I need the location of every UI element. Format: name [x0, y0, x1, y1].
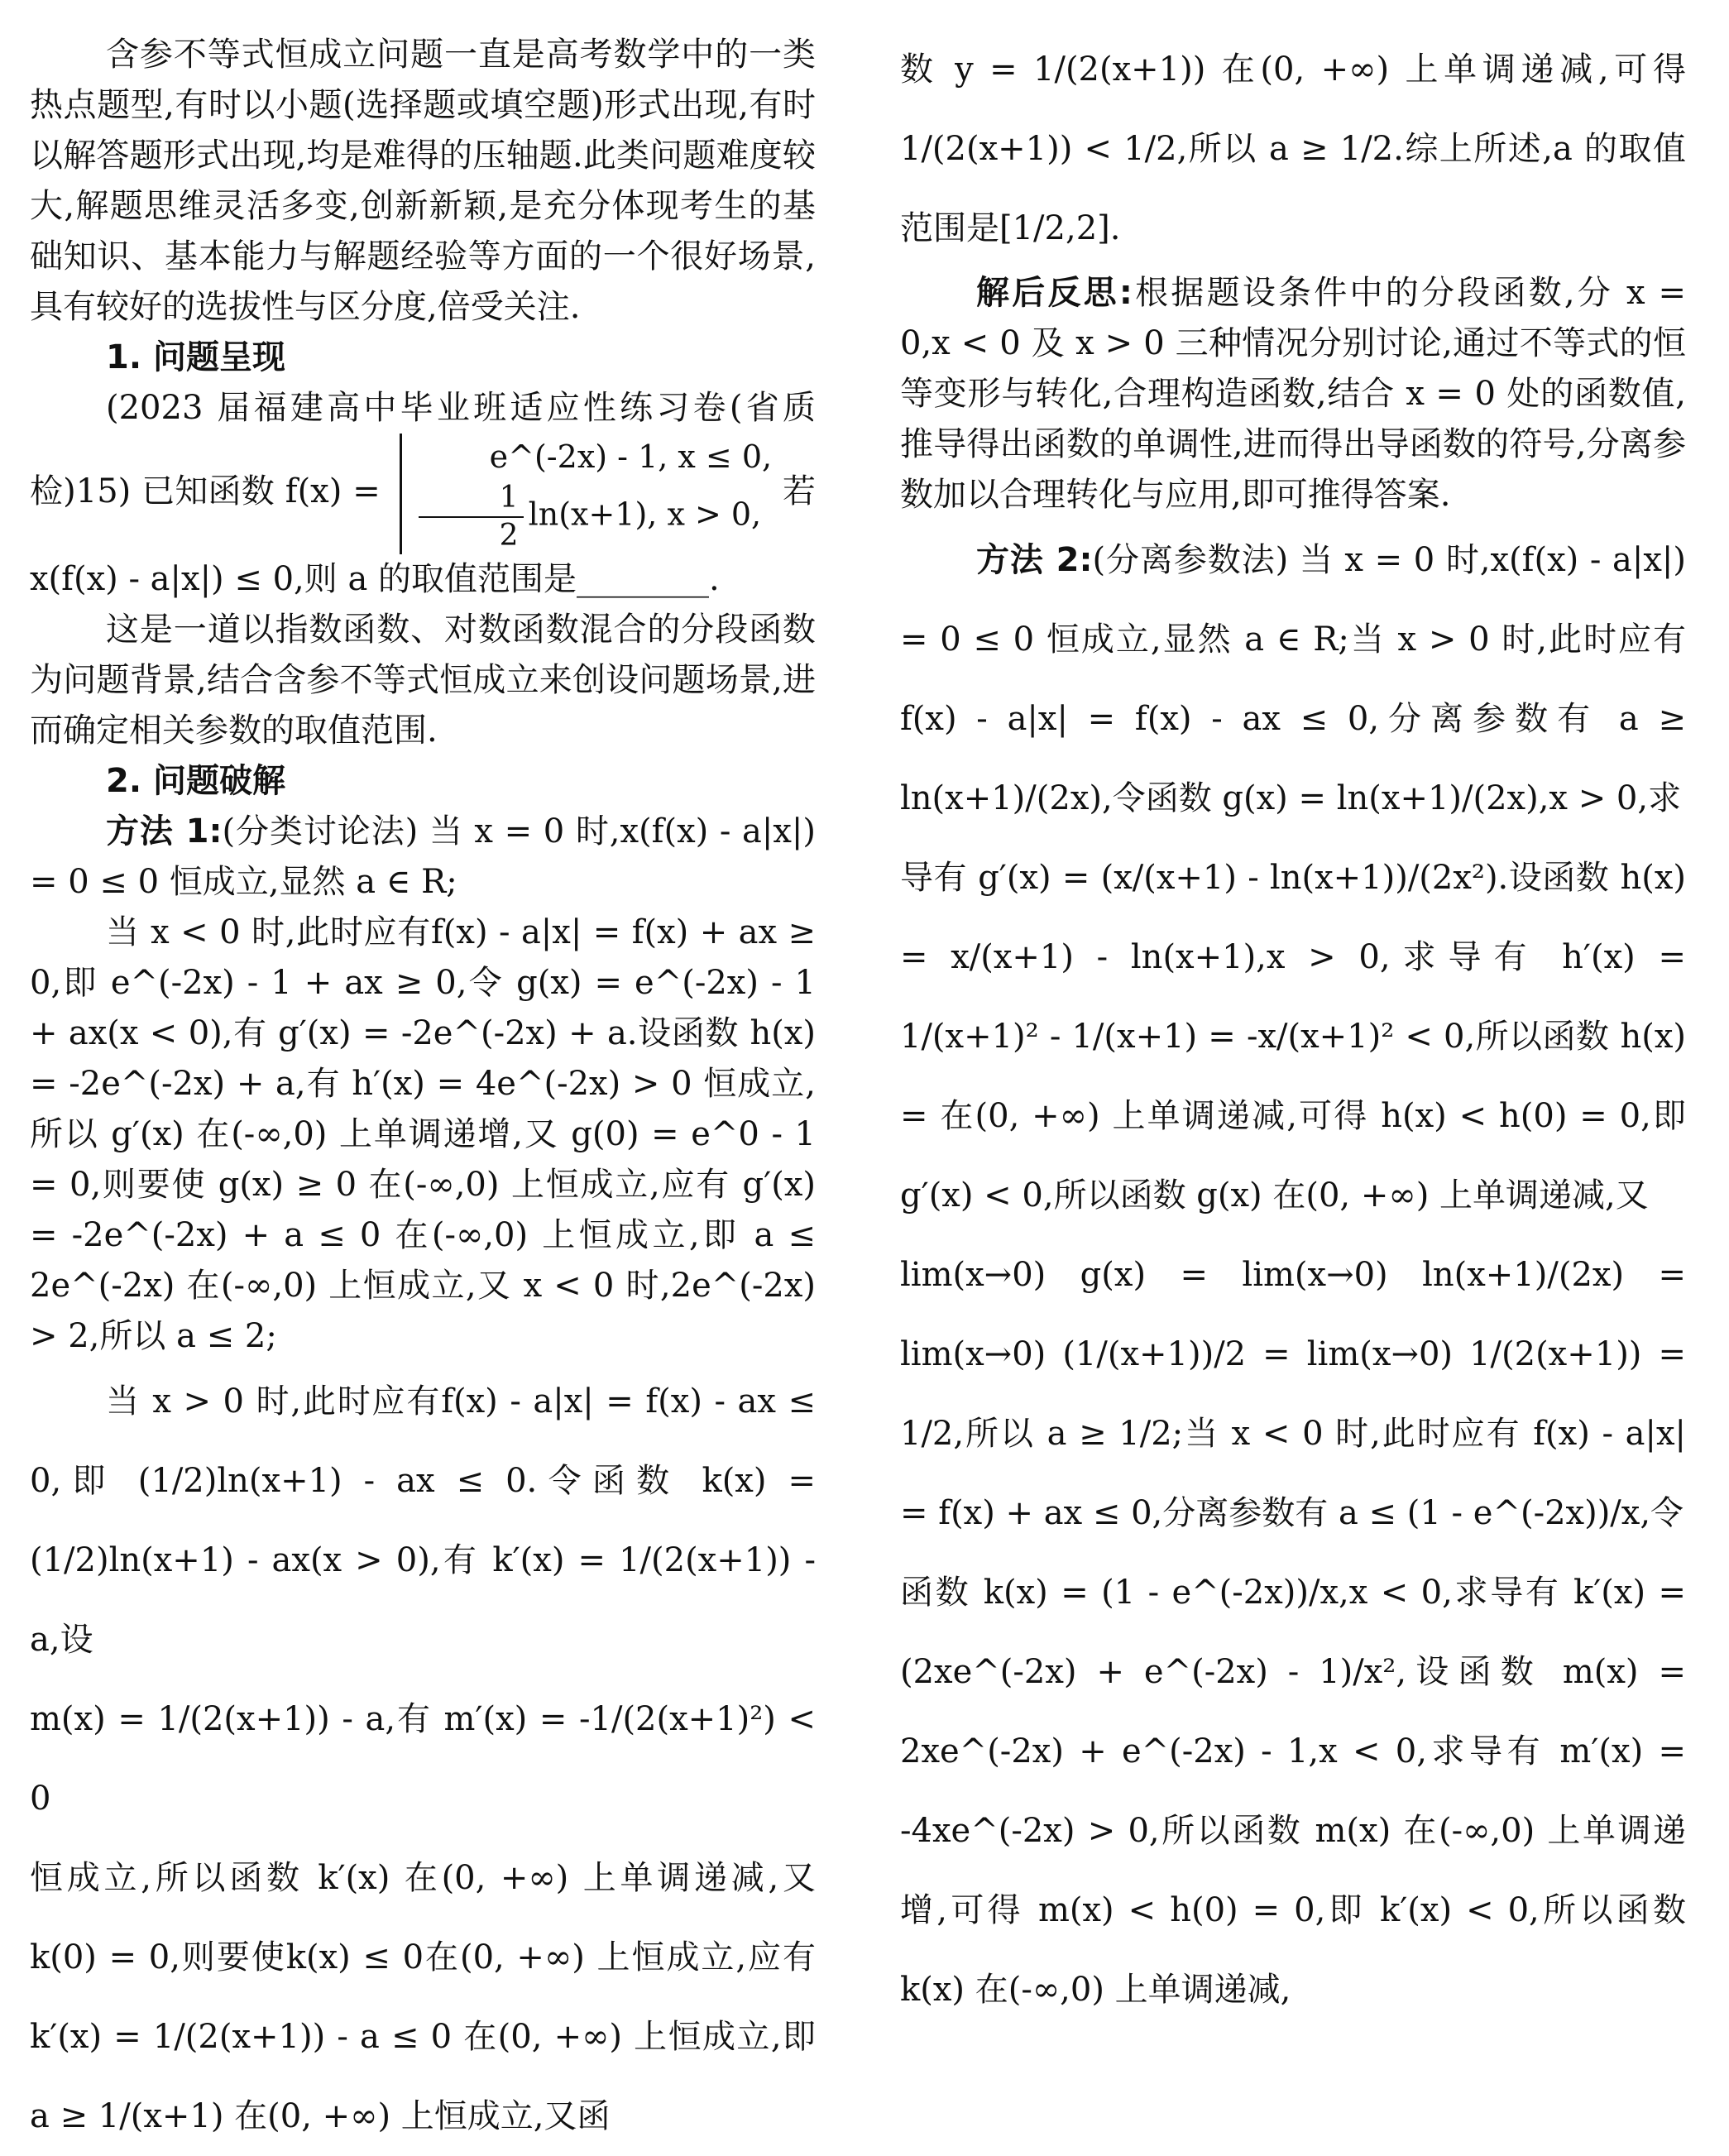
method-2-derivative: 导有 g′(x) = (x/(x+1) - ln(x+1))/(2x²).设函数 h(x) = x/(x+1) - ln(x+1),x > 0,求导有 h′(x) = 1/(x+1)² - 1/(x+1) = -x/(x+1)² < 0,所以函数 h(x) = 在(0, +∞) 上单调递减,可得 h(x) < h(0) = 0,即 g′(x) < 0,所以函数 g(x) 在(0, +∞) 上单调递减,又 — [900, 859, 1686, 1215]
method-2-paragraph — [900, 520, 1686, 838]
piece-2: ln(x+1), x > 0, — [528, 496, 762, 533]
method-2-text: (分离参数法) 当 x = 0 时,x(f(x) - a|x|) = 0 ≤ 0 恒成立,显然 a ∈ R;当 x > 0 时,此时应有 f(x) - a|x| = f(x) - ax ≤ 0,分离参数有 a ≥ ln(x+1)/(2x),令函数 g(x) = ln(x+1)/(2x),x > 0,求 — [900, 541, 1686, 817]
method-2-negative-case: 函数 k(x) = (1 - e^(-2x))/x,x < 0,求导有 k′(x) = (2xe^(-2x) + e^(-2x) - 1)/x²,设函数 m(x) = 2xe^(-2x) + e^(-2x) - 1,x < 0,求导有 m′(x) = -4xe^(-2x) > 0,所以函数 m(x) 在(-∞,0) 上单调递增,可得 m(x) < h(0) = 0,即 k′(x) < 0,所以函数 k(x) 在(-∞,0) 上单调递减, — [900, 1574, 1686, 2009]
reflection-paragraph — [900, 268, 1686, 520]
case-positive-paragraph: 当 x > 0 时,此时应有f(x) - a|x| = f(x) - ax ≤ 0,即 (1/2)ln(x+1) - ax ≤ 0.令函数 k(x) = (1/2)ln(x+1) - ax(x > 0),有 k′(x) = 1/(2(x+1)) - a,设 — [30, 1382, 816, 1659]
reflection-label: 解后反思: — [976, 274, 1133, 312]
section-heading-solution: 2. 问题破解 — [106, 762, 285, 800]
piecewise-function — [400, 434, 772, 554]
case-positive-conclusion: 恒成立,所以函数 k′(x) 在(0, +∞) 上单调递减,又 k(0) = 0,则要使k(x) ≤ 0在(0, +∞) 上恒成立,应有 k′(x) = 1/(2(x+1)) - a ≤ 0 在(0, +∞) 上恒成立,即a ≥ 1/(x+1) 在(0, +∞) 上恒成立,又函 — [30, 1859, 816, 2135]
method-1-label: 方法 1: — [106, 812, 223, 850]
problem-statement — [30, 383, 816, 605]
case-positive-m-def: m(x) = 1/(2(x+1)) - a,有 m′(x) = -1/(2(x+1)²) < 0 — [30, 1700, 816, 1818]
left-column — [30, 30, 816, 2156]
reflection-text: 根据题设条件中的分段函数,分 x = 0,x < 0 及 x > 0 三种情况分别讨论,通过不等式的恒等变形与转化,合理构造函数,结合 x = 0 处的函数值,推导得出函数的单调性,进而得出导函数的符号,分离参数加以合理转化与应用,即可推得答案. — [900, 274, 1687, 514]
method-1-paragraph — [30, 807, 816, 908]
method-2-label: 方法 2: — [976, 541, 1093, 579]
method-1-text: (分类讨论法) 当 x = 0 时,x(f(x) - a|x|) = 0 ≤ 0 恒成立,显然 a ∈ R; — [30, 812, 816, 901]
method-2-limit: lim(x→0) g(x) = lim(x→0) ln(x+1)/(2x) = lim(x→0) (1/(x+1))/2 = lim(x→0) 1/(2(x+1)) = 1/2,所以 a ≥ 1/2;当 x < 0 时,此时应有 f(x) - a|x| = f(x) + ax ≤ 0,分离参数有 a ≤ (1 - e^(-2x))/x,令 — [900, 1256, 1686, 1532]
problem-question: 若 x(f(x) - a|x|) ≤ 0,则 a 的取值范围是________. — [30, 472, 817, 598]
fraction: $\frac{1}{2}$ — [419, 480, 524, 554]
problem-text: (2023 届福建高中毕业班适应性练习卷(省质检)15) 已知函数 f(x) = — [30, 389, 816, 510]
method-1-continuation: 数 y = 1/(2(x+1)) 在(0, +∞) 上单调递减,可得 1/(2(x+1)) < 1/2,所以 a ≥ 1/2.综上所述,a 的取值范围是[1/2,2]. — [900, 50, 1686, 247]
piece-1: e^(-2x) - 1, x ≤ 0, — [489, 438, 773, 475]
intro-paragraph: 含参不等式恒成立问题一直是高考数学中的一类热点题型,有时以小题(选择题或填空题)形式出现,有时以解答题形式出现,均是难得的压轴题.此类问题难度较大,解题思维灵活多变,创新新颖,是充分体现考生的基础知识、基本能力与解题经验等方面的一个很好场景,具有较好的选拔性与区分度,倍受关注. — [30, 36, 816, 326]
section-heading-problem: 1. 问题呈现 — [106, 338, 285, 376]
analysis-paragraph: 这是一道以指数函数、对数函数混合的分段函数为问题背景,结合含参不等式恒成立来创设问题场景,进而确定相关参数的取值范围. — [30, 611, 816, 750]
case-negative-paragraph: 当 x < 0 时,此时应有f(x) - a|x| = f(x) + ax ≥ 0,即 e^(-2x) - 1 + ax ≥ 0,令 g(x) = e^(-2x) - 1 + ax(x < 0),有 g′(x) = -2e^(-2x) + a.设函数 h(x) = -2e^(-2x) + a,有 h′(x) = 4e^(-2x) > 0 恒成立,所以 g′(x) 在(-∞,0) 上单调递增,又 g(0) = e^0 - 1 = 0,则要使 g(x) ≥ 0 在(-∞,0) 上恒成立,应有 g′(x) = -2e^(-2x) + a ≤ 0 在(-∞,0) 上恒成立,即 a ≤ 2e^(-2x) 在(-∞,0) 上恒成立,又 x < 0 时,2e^(-2x) > 2,所以 a ≤ 2; — [30, 913, 816, 1355]
right-column — [900, 30, 1686, 2029]
